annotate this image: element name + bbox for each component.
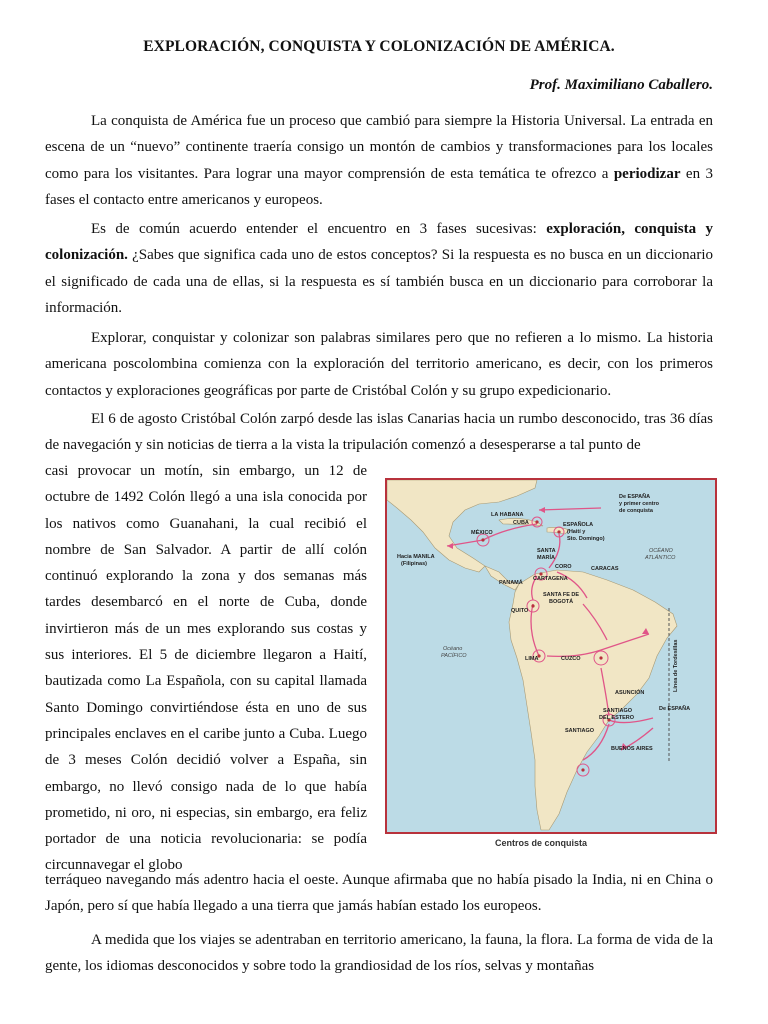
label-lima: LIMA xyxy=(525,656,539,662)
label-oceano-atlantico-2: ATLÁNTICO xyxy=(645,555,676,561)
label-santa-maria-1: SANTA xyxy=(537,548,556,554)
label-de-conquista: de conquista xyxy=(619,508,653,514)
label-sto-domingo: Sto. Domingo) xyxy=(567,536,605,542)
label-espanola: ESPAÑOLA xyxy=(563,522,594,528)
paragraph-3: Explorar, conquistar y colonizar son palabras similares pero que no refieren a lo mismo. La historia americana poscolombina comienza con la exploración del territorio americano, es decir, con los primeros contactos y exploraciones geográficas por parte de Cristóbal Colón y su grupo expedicionario. xyxy=(45,330,713,399)
conquest-map-figure xyxy=(385,478,717,834)
paragraph-1 xyxy=(45,108,713,213)
label-oceano-atlantico-1: OCÉANO xyxy=(649,548,673,554)
label-cartagena: CARTAGENA xyxy=(533,576,568,582)
label-oceano-pacifico-1: Océano xyxy=(443,646,463,652)
label-hacia-manila: Hacia MANILA xyxy=(397,554,435,560)
paragraph-1-text-a: La conquista de América fue un proceso que cambió para siempre la Historia Universal. La entrada en escena de un “nuevo” continente traería consigo un montón de cambios y transformaciones para los locales como para los visitantes. Para lograr una mayor comprensión de esta temática te ofrezco a xyxy=(45,113,713,182)
paragraph-1-text-b: en 3 fases el contacto entre americanos y europeos. xyxy=(45,165,713,208)
label-caracas: CARACAS xyxy=(591,566,619,572)
label-quito: QUITO xyxy=(511,608,529,614)
paragraph-4-intro: El 6 de agosto Cristóbal Colón zarpó desde las islas Canarias hacia un rumbo desconocido, tras 36 días de navegación y sin noticias de tierra a la vista la tripulación comenzó a desesperarse a tal punto de xyxy=(45,411,713,454)
label-bogota-1: SANTA FE DE xyxy=(543,592,580,598)
paragraph-2-text-a: Es de común acuerdo entender el encuentro en 3 fases sucesivas: xyxy=(91,221,547,237)
label-asuncion: ASUNCIÓN xyxy=(615,690,645,696)
label-de-espana-1: De ESPAÑA xyxy=(619,494,651,500)
label-santiago-estero-2: DEL ESTERO xyxy=(599,715,635,721)
label-filipinas: (Filipinas) xyxy=(401,561,427,567)
paragraph-4-column: casi provocar un motín, sin embargo, un 12 de octubre de 1492 Colón llegó a una isla conocida por los nativos como Guanahani, la cual recibió el nombre de San Salvador. A partir de allí colón continuó explorando la zona y dos semanas más tardes desembarcó en el norte de Cuba, donde invirtieron más de un mes explorando sus costas y sus interiores. El 5 de diciembre llegaron a Haití, bautizada como La Española, con su capital llamada Santo Domingo convirtiéndose ésta en uno de sus principales enclaves en el caribe junto a Cuba. Luego de 3 meses Colón decidió volver a España, sin embargo, no llevó consigo nada de lo que había prometido, ni oro, ni especias, sin embargo, era feliz portador de una noticia revolucionaria: se podía circunnavegar el globo xyxy=(45,463,367,874)
label-cuba: CUBA xyxy=(513,520,529,526)
label-santa-maria-2: MARÍA xyxy=(537,555,556,561)
label-buenos-aires: BUENOS AIRES xyxy=(611,746,653,752)
paragraph-5: A medida que los viajes se adentraban en territorio americano, la fauna, la flora. La forma de vida de la gente, los idiomas desconocidos y sobre todo la grandiosidad de los ríos, selvas y montañas xyxy=(45,932,713,975)
label-primer-centro: y primer centro xyxy=(619,501,660,507)
label-santiago: SANTIAGO xyxy=(565,728,595,734)
label-panama: PANAMÁ xyxy=(499,580,523,586)
page-title: EXPLORACIÓN, CONQUISTA Y COLONIZACIÓN DE AMÉRICA. xyxy=(143,38,615,55)
paragraph-2-bold: exploración, conquista y colonización. xyxy=(45,221,713,264)
map-caption: Centros de conquista xyxy=(495,838,588,848)
label-haiti: (Haití y xyxy=(567,529,586,535)
label-de-espana-2: De ESPAÑA xyxy=(659,706,691,712)
label-la-habana: LA HABANA xyxy=(491,512,524,518)
paragraph-4-end: terráqueo navegando más adentro hacia el oeste. Aunque afirmaba que no había pisado la India, ni en China o Japón, pero sí que había llegado a una tierra que jamás habían estado los europeos. xyxy=(45,872,713,915)
paragraph-1-bold: periodizar xyxy=(613,165,681,182)
label-santiago-estero-1: SANTIAGO xyxy=(603,708,633,714)
label-coro: CORO xyxy=(555,564,572,570)
conquest-map xyxy=(387,480,715,832)
label-bogota-2: BOGOTÁ xyxy=(549,599,574,605)
paragraph-2 xyxy=(45,216,713,321)
label-mexico: MÉXICO xyxy=(471,530,493,536)
label-cuzco: CUZCO xyxy=(561,656,581,662)
paragraph-2-text-b: ¿Sabes que significa cada uno de estos conceptos? Si la respuesta es no busca en un diccionario el significado de cada una de ellas, si la respuesta es sí también busca en un diccionario para corroborar la información. xyxy=(45,247,713,316)
author-line: Prof. Maximiliano Caballero. xyxy=(529,77,713,93)
label-oceano-pacifico-2: PACÍFICO xyxy=(441,653,467,659)
label-tordesillas: Línea de Tordesillas xyxy=(673,639,679,692)
